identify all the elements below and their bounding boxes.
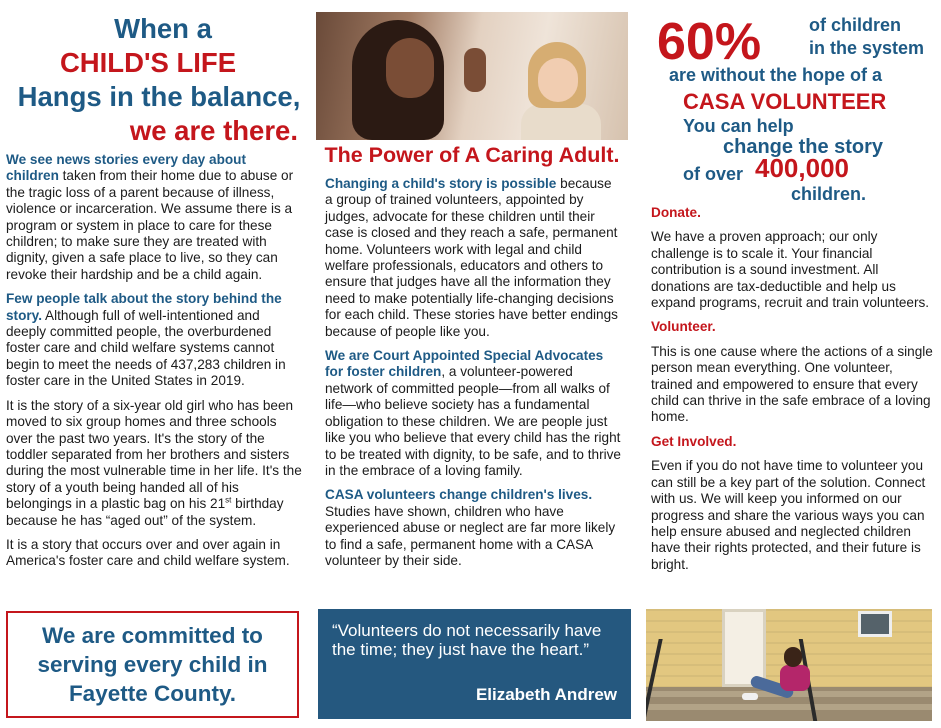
quote-box [318,609,631,719]
stat-line: in the system [809,38,925,58]
stat-line: of over [683,164,744,184]
commitment-text: We are committed to serving every child in Fayette County. [37,623,268,706]
stat-percent: 60% [657,13,762,71]
headline-line-2: CHILD'S LIFE [59,47,237,78]
commitment-box [6,611,299,718]
paragraph-changing-story [325,176,621,340]
left-column [6,12,302,578]
photo-step [646,704,932,710]
paragraph-body: taken from their home due to abuse or the tragic loss of a parent because of illness, violence or incarceration. We assume there is a program or system in place to care for these children; to make sure they are treated with dignity, given a safe place to live, so they can revoke their hardship and be a child again. [6,168,294,282]
intro-text [6,152,302,570]
stat-number: 400,000 [755,153,849,183]
paragraph-lead: We are Court Appointed Special Advocates for foster children [325,348,604,380]
donate-heading: Donate. [651,205,701,220]
paragraph-body: because a group of trained volunteers, appointed by judges, advocate for these children until their case is closed and they reach a safe, permanent home. Volunteers work with legal and child welfare professionals, educators and others to ensure that judges have all the information they need to make potentially life-changing decisions for each child. These stories have better endings because of people like you. [325,176,618,339]
photo-boy-head [784,647,802,667]
paragraph-body: It is the story of a six-year old girl who has been moved to six group homes and three schools over the past two years. It's the story of the toddler separated from her brothers and sisters during the most vulnerable time in her life. It's the story of a youth being handed all of his belongings in a plastic bag on his 21 [6,397,302,512]
headline-line-4: we are there. [129,115,298,146]
middle-column [325,176,621,577]
paragraph-news-stories [6,152,302,283]
stat-line: change the story [723,136,884,158]
get-involved-heading: Get Involved. [651,433,737,449]
paragraph-casa-impact [325,487,621,569]
stat-line: are without the hope of a [669,65,883,85]
photo-boy-shirt [780,665,810,691]
photo-boy-shoe [742,693,758,700]
paragraph-lead: We see news stories every day about children [6,152,247,184]
ordinal-superscript: st [225,495,232,505]
headline-line-1: When a [114,13,212,44]
photo-caption: The Power of A Caring Adult. [324,143,620,167]
photo-door [722,609,766,687]
volunteer-heading: Volunteer. [651,319,716,335]
stat-line: You can help [683,116,794,136]
right-column [651,205,933,581]
paragraph-lead: CASA volunteers change children's lives. [325,487,593,503]
youth-on-porch-photo [646,609,932,721]
paragraph-casa-definition [325,348,621,479]
photo-window [858,611,892,637]
paragraph-body: Although full of well-intentioned and deeply committed people, the overburdened foster care and child welfare systems cannot begin to meet the needs of 437,283 children in foster care in the United States in 2019. [6,307,286,389]
paragraph-lead: Few people talk about the story behind the story. [6,291,282,323]
stat-line-casa-volunteer: CASA VOLUNTEER [683,89,887,114]
donate-text: We have a proven approach; our only challenge is to scale it. Your financial contribution is a sound investment. All donations are tax-deductible and help us expand programs, recruit and train volunteers. [651,229,930,311]
get-involved-text: Even if you do not have time to volunteer you can still be a key part of the solution. Connect with us. We will keep you informed on our progress and share the various ways you can help ensure abused and neglected children have their rights protected, and their future is bright. [651,458,926,572]
photo-woman-face [386,38,434,98]
stat-line: children. [791,184,867,204]
volunteer-text: This is one cause where the actions of a single person mean everything. One volunteer, trained and empowered to ensure that every child can thrive in the safe embrace of a loving home. [651,343,933,425]
paragraph-occurs-again: It is a story that occurs over and over again in America's foster care and child welfare system. [6,536,290,569]
paragraph-body: , a volunteer-powered network of committed people—from all walks of life—who believe society has a fundamental obligation to these children. We are people just like you who believe that every child has the right to be treated with dignity, to be safe, and to thrive in the embrace of a loving family. [325,364,621,478]
mentor-high-five-photo [316,12,628,140]
headline-line-3: Hangs in the balance, [17,81,301,112]
photo-woman-hand [464,48,486,92]
quote-text: “Volunteers do not necessarily have the time; they just have the heart.” [332,621,602,659]
paragraph-lead: Changing a child's story is possible [325,176,557,191]
quote-author: Elizabeth Andrew [475,685,617,704]
statistic-callout [651,12,929,204]
stat-line: of children [809,15,902,35]
paragraph-story-behind [6,291,302,389]
photo-girl-shirt [521,104,601,140]
paragraph-six-year-old [6,398,302,529]
paragraph-body: birthday because he has “aged out” of the system. [6,496,284,528]
paragraph-body: Studies have shown, children who have experienced abuse or neglect are far more likely to find a safe, permanent home with a CASA volunteer by their side. [325,503,616,568]
photo-girl-face [538,58,578,102]
